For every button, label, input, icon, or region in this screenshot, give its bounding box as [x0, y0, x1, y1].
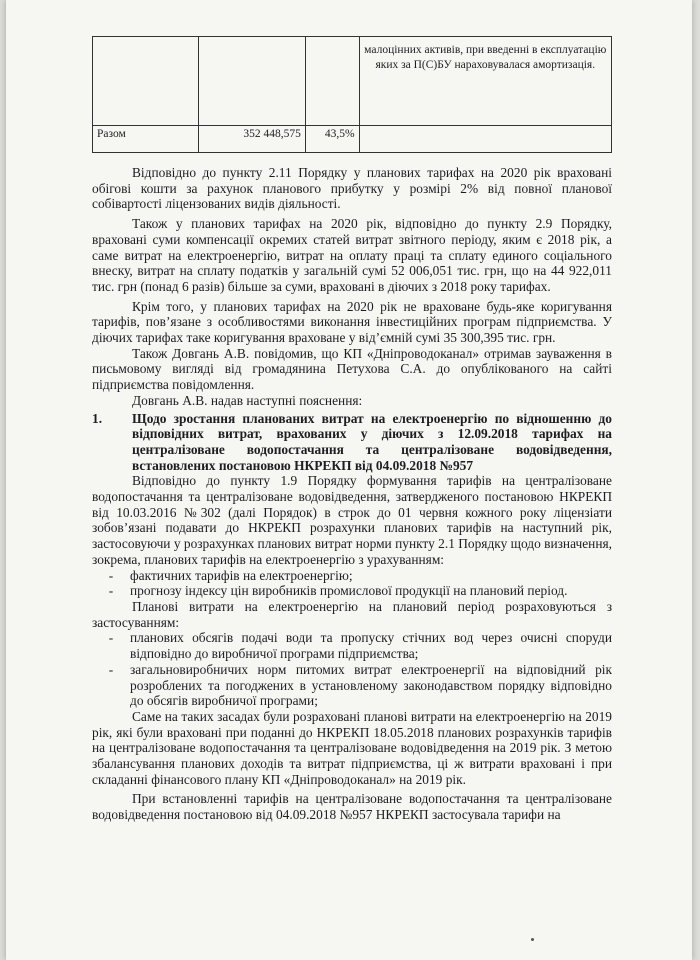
list-item: - прогнозу індексу цін виробників промислової продукції на плановий період.: [92, 583, 612, 599]
paragraph: При встановленні тарифів на централізоване водопостачання та централізоване водовідведення постановою від 04.09.2018 №957 НКРЕКП застосувала тарифи на: [92, 791, 612, 823]
table-cell: [93, 37, 199, 126]
table-row: [93, 37, 612, 126]
body-text: [92, 165, 612, 823]
section-number: 1.: [92, 410, 103, 426]
total-value: 352 448,575: [199, 126, 305, 153]
dash-marker: -: [108, 583, 114, 599]
dash-marker: -: [108, 661, 114, 677]
table-cell: [199, 37, 305, 126]
paragraph: Крім того, у планових тарифах на 2020 рік не враховане будь-яке коригування тарифів, пов’язане з особливостями виконання інвестиційних програм підприємства. У діючих тарифах таке коригування враховане у від’ємній сумі 35 300,395 тис. грн.: [92, 298, 612, 346]
list-item: - загальновиробничих норм питомих витрат електроенергії на відповідний рік розроблених та погоджених в установленому законодавством порядку відповідно до обсягів виробничої програми;: [92, 662, 612, 709]
bullet-list: [92, 630, 612, 709]
dash-marker: -: [108, 567, 114, 583]
total-label: Разом: [93, 126, 199, 153]
dash-marker: -: [108, 630, 114, 646]
paragraph: Планові витрати на електроенергію на плановий період розраховуються з застосуванням:: [92, 598, 612, 630]
table-cell: [359, 126, 611, 153]
document-content: [92, 36, 612, 823]
paragraph: Також Довгань А.В. повідомив, що КП «Дніпроводоканал» отримав зауваження в письмовому вигляді від громадянина Петухова С.А. до опублікованого на сайті підприємства повідомлення.: [92, 345, 612, 393]
summary-table: [92, 36, 612, 153]
list-item: - планових обсягів подачі води та пропуску стічних вод через очисні споруди відповідно до виробничої програми підприємства;: [92, 630, 612, 661]
paragraph: Відповідно до пункту 1.9 Порядку формування тарифів на централізоване водопостачання та централізоване водовідведення, затвердженого постановою НКРЕКП від 10.03.2016 №302 (далі Порядок) в строк до 01 червня кожного року ліцензіати зобов’язані подавати до НКРЕКП розрахунки планових тарифів на наступний рік, застосовуючи у розрахунках планових витрат норми пункту 2.1 Порядку щодо визначення, зокрема, планових тарифів на електроенергію з урахуванням:: [92, 473, 612, 567]
paragraph: Саме на таких засадах були розраховані планові витрати на електроенергію на 2019 рік, які були враховані при поданні до НКРЕКП 18.05.2018 планових розрахунків тарифів на централізоване водопостачання та централізоване водовідведення на 2019 рік. З метою збалансування планових доходів та витрат підприємства, ці ж витрати враховані і при складанні фінансового плану КП «Дніпроводоканал» на 2019 рік.: [92, 708, 612, 787]
paragraph: Також у планових тарифах на 2020 рік, відповідно до пункту 2.9 Порядку, враховані суми компенсації окремих статей витрат звітного періоду, яким є 2018 рік, а саме витрат на електроенергію, витрат на оплату праці та сплату единого соціального внеску, витрат на сплату податків у загальній сумі 52 006,051 тис. грн, що на 44 922,011 тис. грн (понад 6 разів) більше за суми, враховані в діючих з 2018 року тарифах.: [92, 216, 612, 294]
bullet-list: [92, 568, 612, 599]
table-cell: [305, 37, 359, 126]
document-page: [6, 0, 692, 960]
total-percent: 43,5%: [305, 126, 359, 153]
scan-speck: [531, 938, 534, 941]
paragraph: Відповідно до пункту 2.11 Порядку у планових тарифах на 2020 рік враховані обігові кошти за рахунок планового прибутку у розмірі 2% від повної планової собівартості ліцензованих видів діяльності.: [92, 165, 612, 212]
paragraph: Довгань А.В. надав наступні пояснення:: [132, 392, 363, 408]
section-heading: [92, 411, 612, 474]
section-title: Щодо зростання планованих витрат на електроенергію по відношенню до відповідних витрат, врахованих у діючих з 12.09.2018 тарифах на централізоване водопостачання та централізоване водовідведення, встановлених постановою НКРЕКП від 04.09.2018 №957: [132, 410, 612, 473]
table-cell-description: малоцінних активів, при введенні в експлуатацію яких за П(С)БУ нараховувалася амортизація.: [359, 37, 611, 126]
table-row-total: [93, 126, 612, 153]
list-item: - фактичних тарифів на електроенергію;: [92, 568, 612, 584]
